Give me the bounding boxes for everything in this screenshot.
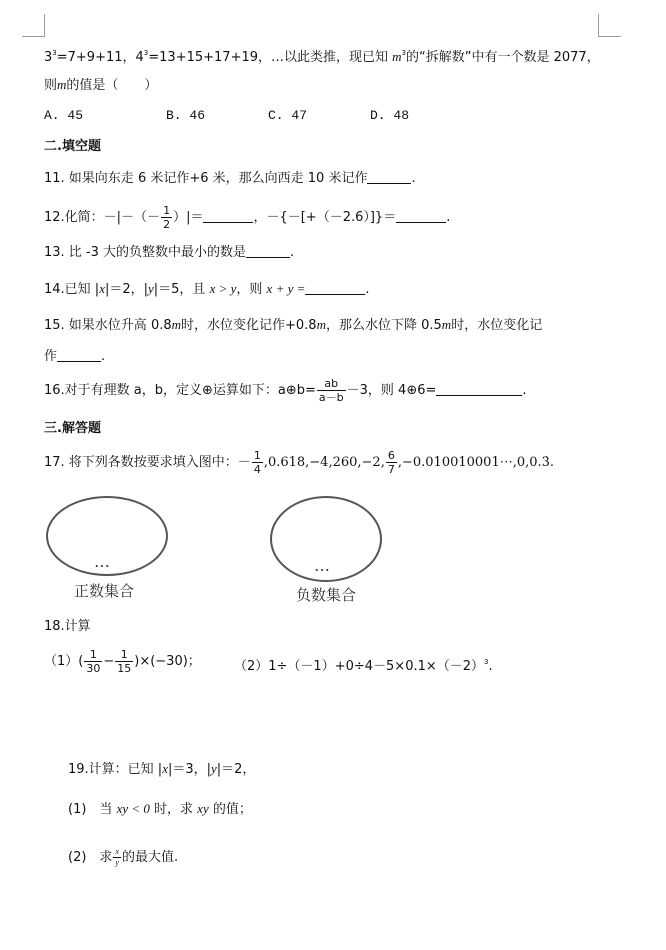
q18-part2: $(2)1\div(-1)+0\div 4-5\times 0.1\times(-2)^3$.	[234, 658, 493, 674]
q11-answer-blank[interactable]	[367, 171, 411, 184]
q10-option-b: B. 46	[166, 108, 206, 123]
q19-part2: (2) 求 $\frac{x}{y}$ 的最大值.	[68, 847, 179, 867]
negative-set-label: 负数集合	[296, 586, 357, 604]
q18-title: 18.计算	[44, 619, 91, 634]
q16: 16.对于有理数 a，b，定义⊕运算如下：a⊕b= $\frac{ab}{a-b}$ －3，则 4⊕6= .	[44, 377, 527, 404]
section-3-title: 三.解答题	[44, 421, 101, 436]
negative-set-dots: …	[314, 556, 331, 575]
q16-answer-blank[interactable]	[436, 383, 522, 396]
q19-title: 19.计算：已知 |x|＝3，|y|＝2，	[68, 761, 256, 777]
q18-part1: （1）( $\frac{1}{30}$ − $\frac{1}{15}$ )×(−30)；	[44, 648, 201, 675]
section-2-title: 二.填空题	[44, 139, 101, 154]
corner-mark-left	[22, 14, 45, 37]
positive-set-label: 正数集合	[74, 582, 135, 600]
q14-answer-blank[interactable]	[305, 282, 365, 295]
positive-set-dots: …	[94, 552, 111, 571]
q12-answer-blank-2[interactable]	[396, 210, 446, 223]
q10-option-a: A. 45	[44, 108, 84, 123]
q14: 14.已知 |x|＝2，|y|＝5，且 x > y，则 x + y = .	[44, 281, 370, 297]
q10-line1: $3^3=7+9+11$，$4^3=13+15+17+19$，…以此类推，现已知 $m^3$的“拆解数”中有一个数是 2077，	[44, 49, 600, 65]
q10-option-d: D. 48	[370, 108, 410, 123]
q10-option-c: C. 47	[268, 108, 308, 123]
q17: 17. 将下列各数按要求填入图中：－ $\frac{1}{4}$ ,0.618,−4,260,−2, $\frac{6}{7}$ ,−0.010010001⋯,0,0.3̇.	[44, 449, 555, 476]
q12: 12.化简：－|－（－ $\frac{1}{2}$ ）|＝ ，－{－[+（－2.6）]}＝ .	[44, 204, 451, 231]
q12-answer-blank-1[interactable]	[203, 210, 253, 223]
q11: 11. 如果向东走 6 米记作+6 米，那么向西走 10 米记作 .	[44, 171, 416, 186]
q13: 13. 比 -3 大的负整数中最小的数是 .	[44, 245, 295, 260]
corner-mark-right	[598, 14, 621, 37]
q13-answer-blank[interactable]	[246, 245, 290, 258]
q19-part1: (1) 当 xy < 0 时，求 xy 的值；	[68, 801, 252, 817]
q10-line2: 则m的值是（ ）	[44, 77, 158, 93]
q15-line1: 15. 如果水位升高 0.8m时，水位变化记作+0.8m，那么水位下降 0.5m时，水位变化记	[44, 317, 543, 333]
q15-answer-blank[interactable]	[57, 349, 101, 362]
q15-line2: 作 .	[44, 349, 106, 364]
